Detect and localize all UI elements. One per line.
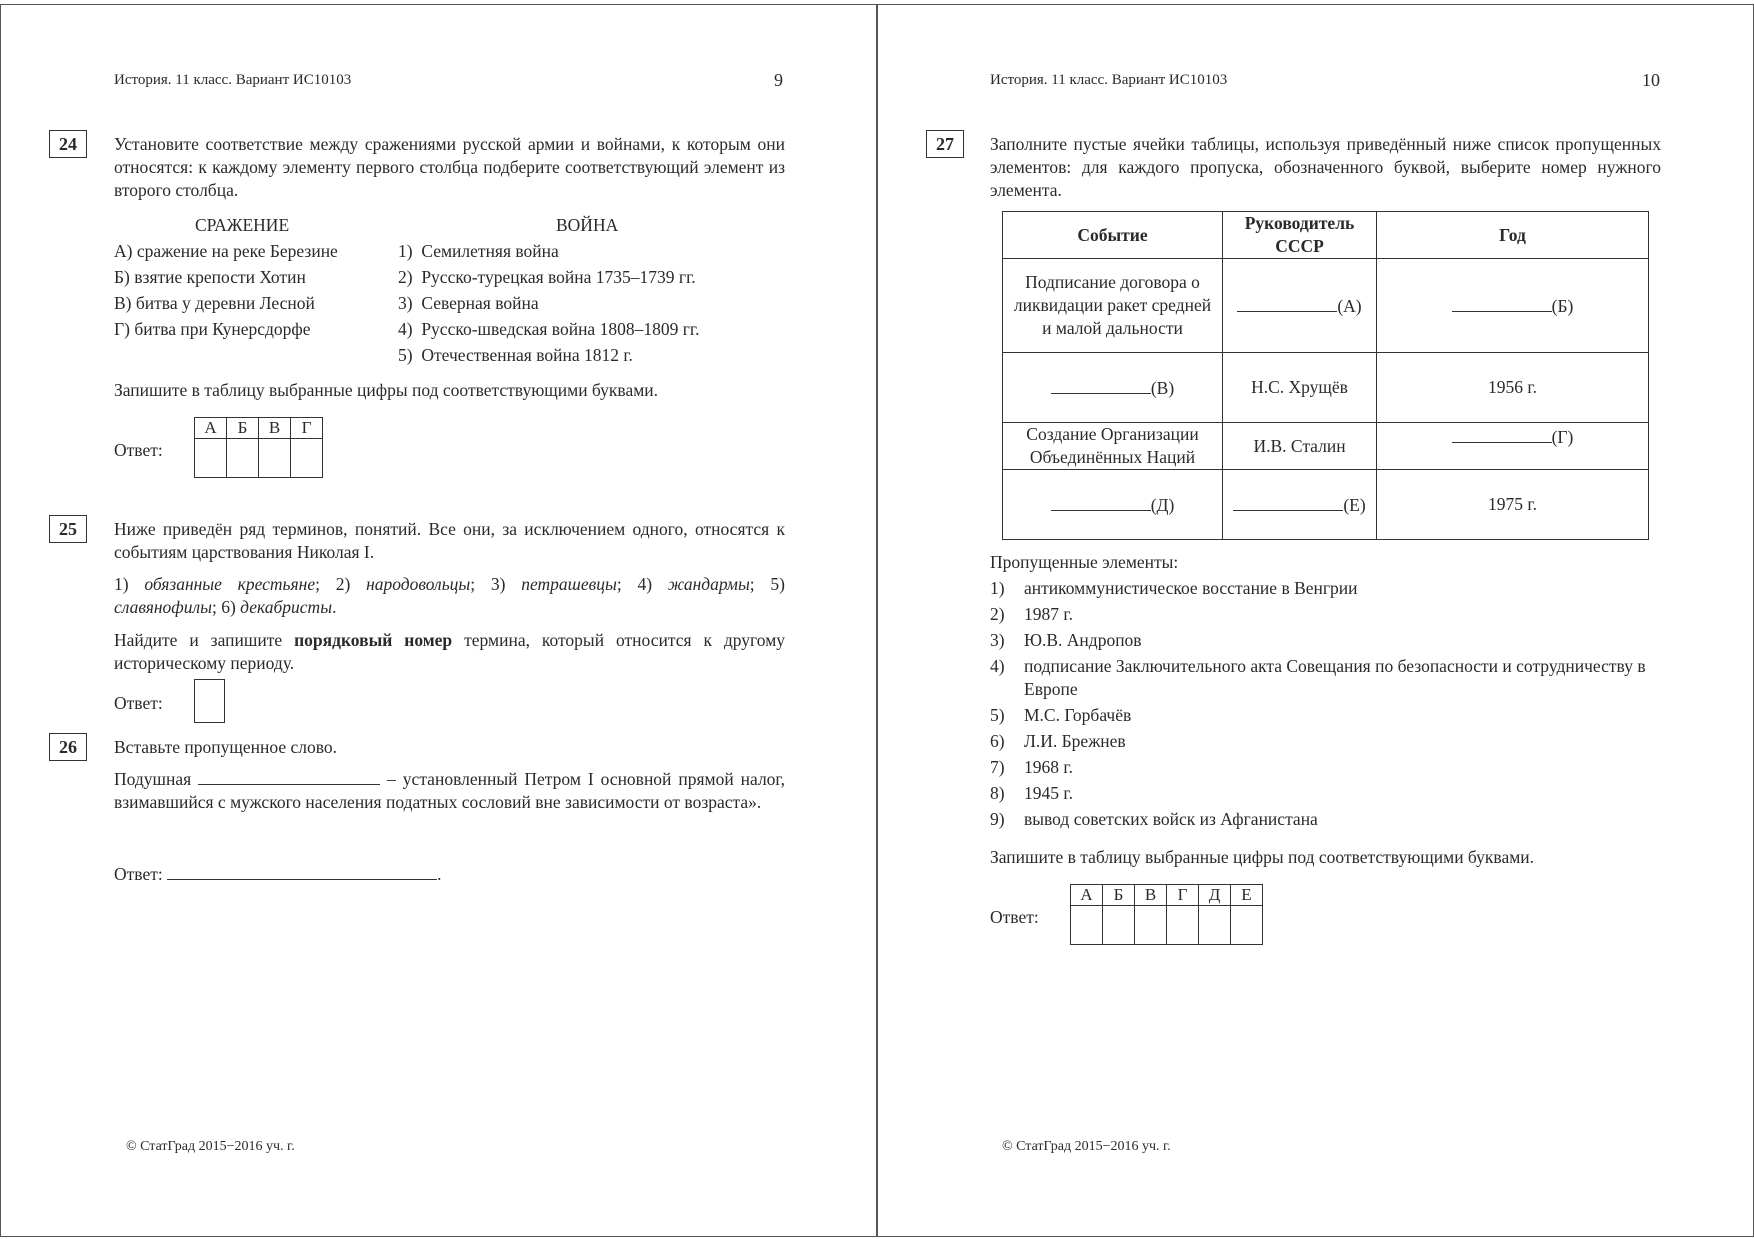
list-item: 7) 1968 г. [990, 757, 1073, 777]
question-25-text: Ниже приведён ряд терминов, понятий. Все они, за исключением одного, относятся к событиям царствования Николая I. [114, 519, 785, 562]
answer-cell[interactable] [1135, 906, 1167, 945]
list-item: 3) Ю.В. Андропов [990, 630, 1142, 650]
list-item: 2) 1987 г. [990, 604, 1073, 624]
q25-answer-box[interactable] [194, 679, 225, 723]
list-item: 8) 1945 г. [990, 783, 1073, 803]
q26-inline-blank [198, 767, 380, 785]
question-24-number: 24 [49, 130, 87, 158]
question-24-text: Установите соответствие между сражениями русской армии и войнами, к которым они относятся: к каждому элементу первого столбца подберите соответствующий элемент из второго столбца. [114, 134, 785, 200]
q24-instruction: Запишите в таблицу выбранные цифры под соответствующими буквами. [114, 380, 659, 400]
left-footer: © СтатГрад 2015−2016 уч. г. [126, 1139, 295, 1154]
table-row [1003, 353, 1649, 423]
q24-col2-header: ВОЙНА [556, 215, 619, 235]
right-page-header: История. 11 класс. Вариант ИС10103 [990, 72, 1228, 88]
q27-answer-label: Ответ: [990, 907, 1039, 927]
q27-missing-list [990, 577, 1670, 834]
table-header-cell: Год [1377, 212, 1649, 259]
question-26-number: 26 [49, 733, 87, 761]
q24-wars-list [398, 240, 699, 370]
table-cell: Создание Организации Объединённых Наций [1003, 423, 1223, 470]
q27-table [1002, 211, 1649, 540]
list-item: 5) М.С. Горбачёв [990, 705, 1132, 725]
list-item: 6) Л.И. Брежнев [990, 731, 1126, 751]
question-26-text: Подушная – установленный Петром I основной прямой налог, взимавшийся с мужского населения податных сословий вне зависимости от возраста». [114, 769, 786, 812]
q25-answer-label: Ответ: [114, 693, 163, 713]
table-header-cell: Событие [1003, 212, 1223, 259]
list-item: 9) вывод советских войск из Афганистана [990, 809, 1318, 829]
list-item: 4) подписание Заключительного акта Совещания по безопасности и сотрудничеству в Европе [990, 656, 1646, 699]
answer-cell[interactable] [259, 439, 291, 478]
table-cell: Подписание договора о ликвидации ракет средней и малой дальности [1003, 259, 1223, 353]
table-row [1003, 470, 1649, 540]
q27-answer-grid [1070, 884, 1263, 945]
answer-letter: Г [1167, 885, 1199, 906]
table-cell: (Б) [1377, 259, 1649, 353]
list-item: 5) Отечественная война 1812 г. [398, 345, 633, 365]
answer-letter: Е [1231, 885, 1263, 906]
answer-letter: А [195, 418, 227, 439]
table-row [1003, 423, 1649, 470]
answer-letter: Д [1199, 885, 1231, 906]
list-item: 2) Русско-турецкая война 1735–1739 гг. [398, 267, 696, 287]
answer-cell[interactable] [195, 439, 227, 478]
answer-cell[interactable] [1199, 906, 1231, 945]
answer-letter: Б [1103, 885, 1135, 906]
answer-cell[interactable] [291, 439, 323, 478]
question-25-number: 25 [49, 515, 87, 543]
page-divider [876, 4, 878, 1237]
table-cell: (Д) [1003, 470, 1223, 540]
answer-letter: А [1071, 885, 1103, 906]
table-header-row [1003, 212, 1649, 259]
question-27-number: 27 [926, 130, 964, 158]
answer-letter: Г [291, 418, 323, 439]
left-page-header: История. 11 класс. Вариант ИС10103 [114, 72, 352, 88]
table-cell: 1956 г. [1377, 353, 1649, 423]
list-item: 1) антикоммунистическое восстание в Венгрии [990, 578, 1358, 598]
list-item: Г) битва при Кунерсдорфе [114, 319, 311, 339]
question-27-text: Заполните пустые ячейки таблицы, используя приведённый ниже список пропущенных элементов: для каждого пропуска, обозначенного буквой, выберите номер нужного элемента. [990, 134, 1661, 200]
q24-answer-grid [194, 417, 323, 478]
q24-battles-list [114, 240, 338, 344]
table-cell: (Г) [1377, 423, 1649, 470]
q25-terms: 1) обязанные крестьяне; 2) народовольцы; 3) петрашевцы; 4) жандармы; 5) славянофилы; 6) декабристы. [114, 574, 785, 617]
list-item: 3) Северная война [398, 293, 539, 313]
answer-cell[interactable] [1231, 906, 1263, 945]
answer-letter: В [259, 418, 291, 439]
table-cell: Н.С. Хрущёв [1223, 353, 1377, 423]
right-page-number: 10 [1642, 70, 1660, 90]
answer-letter: Б [227, 418, 259, 439]
q26-answer-line[interactable] [167, 862, 437, 880]
answer-cell[interactable] [1071, 906, 1103, 945]
q24-answer-label: Ответ: [114, 440, 163, 460]
q27-missing-title: Пропущенные элементы: [990, 552, 1179, 572]
list-item: В) битва у деревни Лесной [114, 293, 315, 313]
table-cell: (В) [1003, 353, 1223, 423]
table-cell: 1975 г. [1377, 470, 1649, 540]
list-item: Б) взятие крепости Хотин [114, 267, 306, 287]
left-page-number: 9 [774, 70, 783, 90]
table-header-cell: Руководитель СССР [1223, 212, 1377, 259]
answer-cell[interactable] [1103, 906, 1135, 945]
table-cell: (Е) [1223, 470, 1377, 540]
list-item: А) сражение на реке Березине [114, 241, 338, 261]
answer-letter: В [1135, 885, 1167, 906]
table-cell: И.В. Сталин [1223, 423, 1377, 470]
q24-col1-header: СРАЖЕНИЕ [195, 215, 290, 235]
table-row [1003, 259, 1649, 353]
question-26-title: Вставьте пропущенное слово. [114, 737, 338, 757]
table-cell: (А) [1223, 259, 1377, 353]
q27-instruction: Запишите в таблицу выбранные цифры под соответствующими буквами. [990, 847, 1535, 867]
right-footer: © СтатГрад 2015−2016 уч. г. [1002, 1139, 1171, 1154]
list-item: 4) Русско-шведская война 1808–1809 гг. [398, 319, 700, 339]
answer-cell[interactable] [227, 439, 259, 478]
list-item: 1) Семилетняя война [398, 241, 559, 261]
q25-find-instruction: Найдите и запишите порядковый номер термина, который относится к другому историческому периоду. [114, 630, 786, 673]
q26-answer: Ответ: . [114, 864, 442, 884]
answer-cell[interactable] [1167, 906, 1199, 945]
